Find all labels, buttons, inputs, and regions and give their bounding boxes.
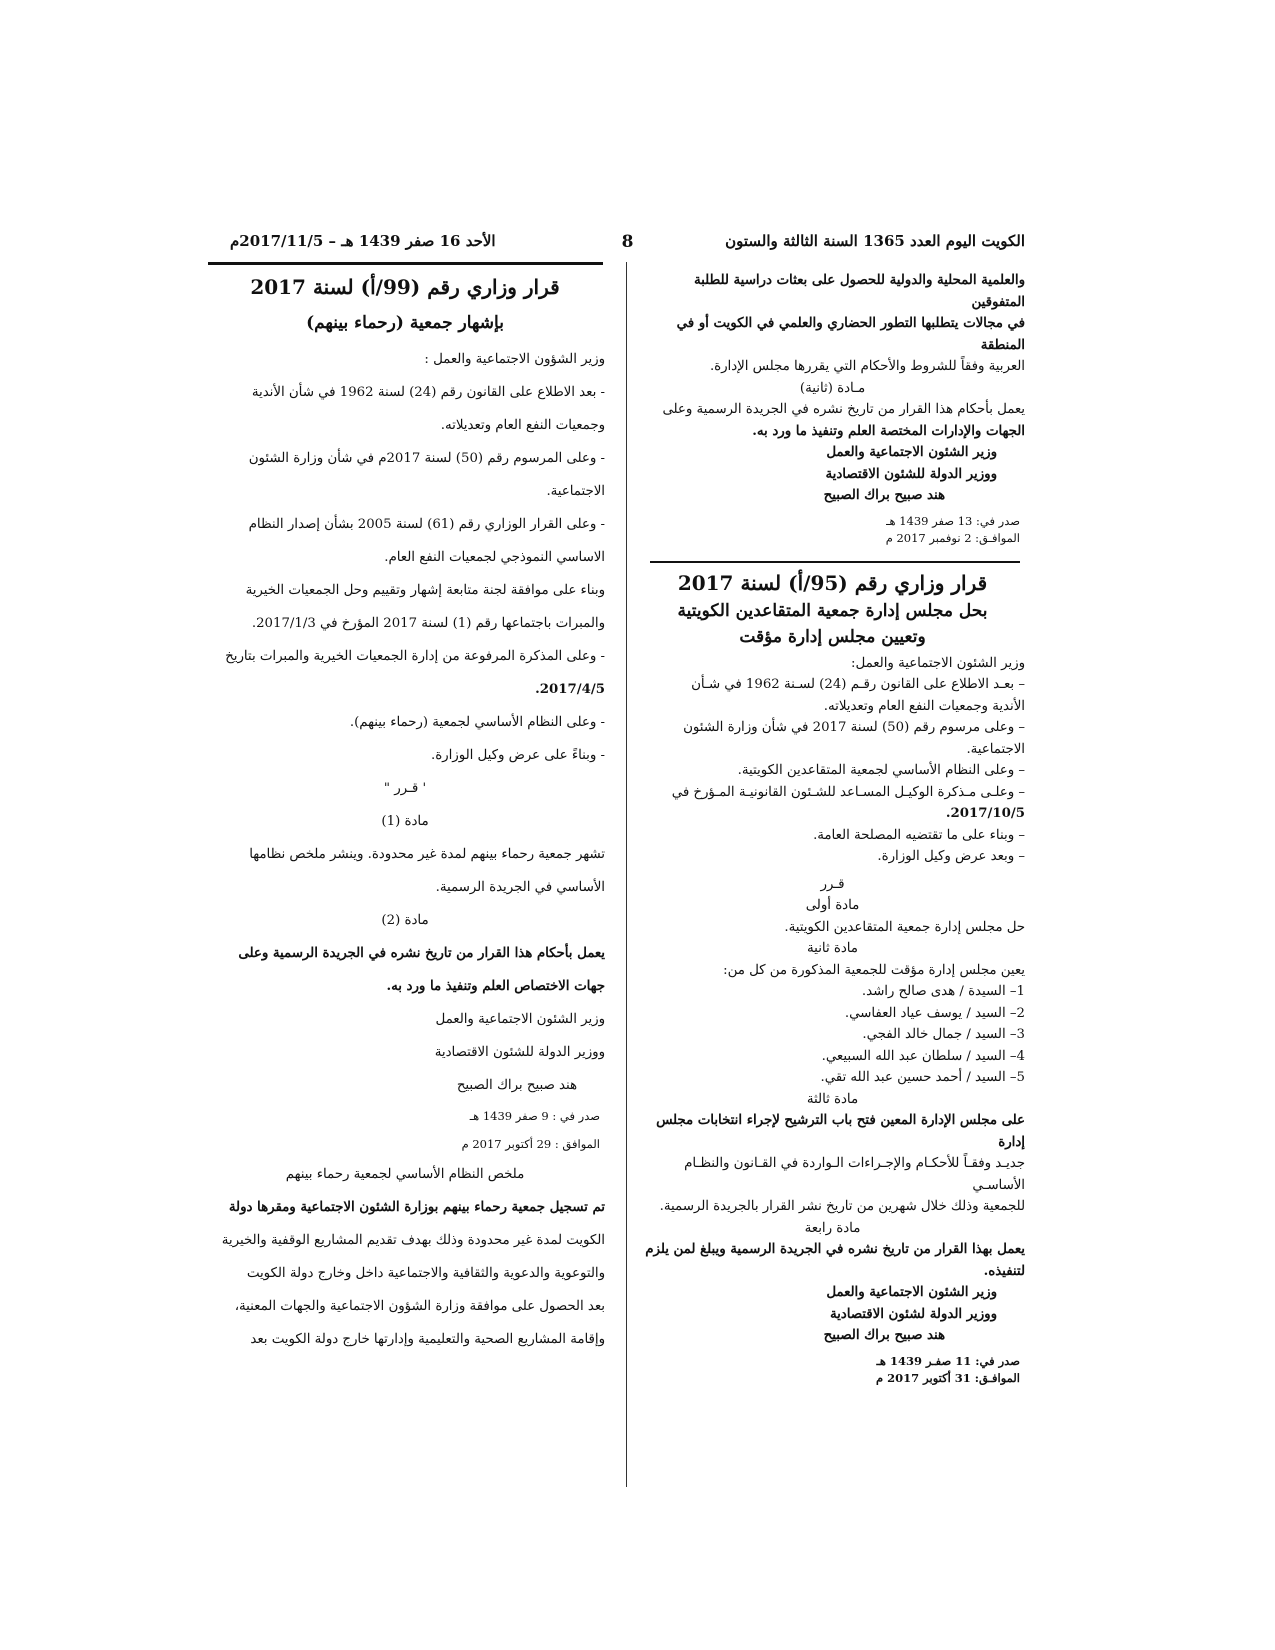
header-rule — [208, 262, 603, 265]
article-body-line: يعمل بهذا القرار من تاريخ نشره في الجريدة الرسمية ويبلغ لمن يلزم لتنفيذه. — [645, 1242, 1025, 1279]
signature-title: وزير الشئون الاجتماعية والعمل — [826, 445, 997, 460]
board-member: 5– السيد / أحمد حسين عبد الله تقي. — [820, 1070, 1025, 1085]
article-body-line: تشهر جمعية رحماء بينهم لمدة غير محدودة. وينشر ملخص نظامها — [249, 847, 605, 862]
decree-separator — [650, 561, 1020, 563]
article-body-line: جديـد وفقـاً للأحكـام والإجـراءات الـواردة في القـانون والنظـام الأساسـي — [684, 1156, 1025, 1193]
preamble-line: الاساسي النموذجي لجمعيات النفع العام. — [384, 550, 605, 565]
signature-title: وزير الشئون الاجتماعية والعمل — [435, 1012, 605, 1027]
board-member: 2– السيد / يوسف عياد العفاسي. — [844, 1005, 1025, 1021]
decree-title: قرار وزاري رقم (99/أ) لسنة 2017 — [250, 275, 560, 299]
preamble-line: – وعلى النظام الأساسي لجمعية المتقاعدين الكويتية. — [737, 763, 1025, 778]
article-body-line: الأساسي في الجريدة الرسمية. — [435, 880, 605, 895]
signature-title: ووزير الدولة للشئون الاقتصادية — [434, 1045, 605, 1060]
preamble-line: - وعلى المرسوم رقم (50) لسنة 2017م في شأن وزارة الشئون — [248, 451, 605, 466]
signature-title: ووزير الدولة للشئون الاقتصادية — [825, 466, 997, 482]
summary-line: تم تسجيل جمعية رحماء بينهم بوزارة الشئون الاجتماعية ومقرها دولة — [228, 1200, 605, 1215]
continuation-line: والعلمية المحلية والدولية للحصول على بعثات دراسية للطلبة المتفوقين — [694, 273, 1025, 310]
signature-name: هند صبيح براك الصبيح — [823, 1328, 945, 1343]
summary-line: وإقامة المشاريع الصحية والتعليمية وإدارتها خارج دولة الكويت بعد — [250, 1332, 605, 1347]
column-divider — [626, 262, 627, 1487]
article-heading: مادة (1) — [381, 814, 429, 829]
signature-title: ووزير الدولة لشئون الاقتصادية — [829, 1306, 997, 1322]
summary-title: ملخص النظام الأساسي لجمعية رحماء بينهم — [285, 1167, 525, 1182]
issued-date: صدر في: 11 صفـر 1439 هـ — [876, 1353, 1020, 1368]
preamble-line: – وعلـى مـذكرة الوكيـل المسـاعد للشـئون القانونيـة المـؤرخ في — [671, 784, 1025, 800]
signature-title: وزير الشئون الاجتماعية والعمل — [826, 1285, 997, 1300]
preamble-line: الاجتماعية. — [546, 484, 605, 499]
article-body-line: على مجلس الإدارة المعين فتح باب الترشيح لإجراء انتخابات مجلس إدارة — [656, 1113, 1025, 1150]
preamble-line: والمبرات باجتماعها رقم (1) لسنة 2017 المؤرخ في 2017/1/3. — [251, 616, 605, 631]
article-heading: مادة (2) — [381, 913, 429, 928]
preamble-line: - وعلى المذكرة المرفوعة من إدارة الجمعيات الخيرية والمبرات بتاريخ — [225, 649, 605, 664]
preamble-line: – وعلى مرسوم رقم (50) لسنة 2017 في شأن وزارة الشئون الاجتماعية. — [683, 720, 1025, 757]
page-number: 8 — [621, 232, 634, 252]
preamble-line: وجمعيات النفع العام وتعديلاته. — [440, 418, 605, 433]
summary-line: الكويت لمدة غير محدودة وذلك بهدف تقديم المشاريع الوقفية والخيرية — [221, 1233, 605, 1248]
signature-name: هند صبيح براك الصبيح — [823, 488, 945, 503]
board-member: 4– السيد / سلطان عبد الله السبيعي. — [821, 1048, 1025, 1064]
preamble-line: الأندية وجمعيات النفع العام وتعديلاته. — [823, 698, 1025, 714]
decree-subtitle: بحل مجلس إدارة جمعية المتقاعدين الكويتية — [677, 600, 988, 621]
issued-date: الموافـق: 31 أكتوبر 2017 م — [876, 1370, 1020, 1385]
issued-date: الموافق : 29 أكتوبر 2017 م — [461, 1137, 600, 1151]
signature-name: هند صبيح براك الصبيح — [456, 1078, 577, 1093]
decree-subtitle: وتعيين مجلس إدارة مؤقت — [739, 626, 926, 647]
left-column — [205, 275, 605, 1356]
right-column — [640, 270, 1025, 1387]
article-body-line: يعمل بأحكام هذا القرار من تاريخ نشره في الجريدة الرسمية وعلى — [238, 946, 605, 961]
preamble-line: – وبعد عرض وكيل الوزارة. — [877, 849, 1025, 864]
article-heading: مادة ثالثة — [806, 1091, 859, 1107]
preamble-line: - وعلى النظام الأساسي لجمعية (رحماء بينهم). — [349, 715, 605, 730]
article-heading: مادة أولى — [805, 898, 860, 913]
preamble-line: 2017/10/5. — [945, 806, 1025, 821]
decree-subtitle: بإشهار جمعية (رحماء بينهم) — [306, 313, 504, 333]
article-body-line: الجهات والإدارات المختصة العلم وتنفيذ ما ورد به. — [752, 423, 1025, 439]
preamble-line: – بعـد الاطلاع على القانون رقـم (24) لسـنة 1962 في شـأن — [691, 677, 1025, 692]
article-body-line: يعمل بأحكام هذا القرار من تاريخ نشره في الجريدة الرسمية وعلى — [662, 402, 1025, 417]
issue-date: الأحد 16 صفر 1439 هـ – 2017/11/5م — [230, 232, 496, 250]
article-heading: مادة رابعة — [804, 1220, 861, 1236]
issued-date: صدر في : 9 صفر 1439 هـ — [469, 1109, 600, 1123]
page-header — [230, 232, 1025, 258]
decided-heading: قـرر — [820, 876, 845, 892]
board-member: 3– السيد / جمال خالد الفجي. — [862, 1027, 1025, 1042]
preamble-line: - بعد الاطلاع على القانون رقم (24) لسنة 1962 في شأن الأندية — [251, 385, 605, 400]
minister-line: وزير الشؤون الاجتماعية والعمل : — [424, 352, 605, 367]
preamble-line: – وبناء على ما تقتضيه المصلحة العامة. — [813, 827, 1025, 843]
article-body-line: يعين مجلس إدارة مؤقت للجمعية المذكورة من كل من: — [723, 962, 1025, 978]
minister-line: وزير الشئون الاجتماعية والعمل: — [851, 655, 1025, 671]
board-member: 1– السيدة / هدى صالح راشد. — [861, 984, 1025, 999]
issued-date: الموافـق: 2 نوفمبر 2017 م — [885, 530, 1020, 545]
issued-date: صدر في: 13 صفر 1439 هـ — [886, 513, 1020, 528]
article-body-line: للجمعية وذلك خلال شهرين من تاريخ نشر القرار بالجريدة الرسمية. — [659, 1199, 1025, 1214]
preamble-line: - وبناءً على عرض وكيل الوزارة. — [430, 748, 605, 763]
summary-line: والتوعوية والدعوية والثقافية والاجتماعية داخل وخارج دولة الكويت — [246, 1266, 605, 1281]
continuation-line: في مجالات يتطلبها التطور الحضاري والعلمي في الكويت أو في المنطقة — [676, 316, 1025, 353]
preamble-line: 2017/4/5. — [535, 682, 605, 697]
article-body-line: حل مجلس إدارة جمعية المتقاعدين الكويتية. — [784, 919, 1025, 935]
decree-title: قرار وزاري رقم (95/أ) لسنة 2017 — [677, 570, 988, 595]
decided-heading: ' قـرر " — [383, 781, 427, 796]
summary-line: بعد الحصول على موافقة وزارة الشؤون الاجتماعية والجهات المعنية، — [234, 1299, 605, 1314]
article-heading: مادة ثانية — [807, 941, 858, 956]
article-heading: مـادة (ثانية) — [799, 380, 866, 396]
preamble-line: وبناء على موافقة لجنة متابعة إشهار وتقييم وحل الجمعيات الخيرية — [245, 583, 605, 598]
article-body-line: جهات الاختصاص العلم وتنفيذ ما ورد به. — [386, 979, 605, 994]
publication-issue: الكويت اليوم العدد 1365 السنة الثالثة والستون — [725, 232, 1025, 250]
continuation-line: العربية وفقاً للشروط والأحكام التي يقررها مجلس الإدارة. — [709, 359, 1025, 374]
preamble-line: - وعلى القرار الوزاري رقم (61) لسنة 2005 بشأن إصدار النظام — [248, 517, 605, 532]
